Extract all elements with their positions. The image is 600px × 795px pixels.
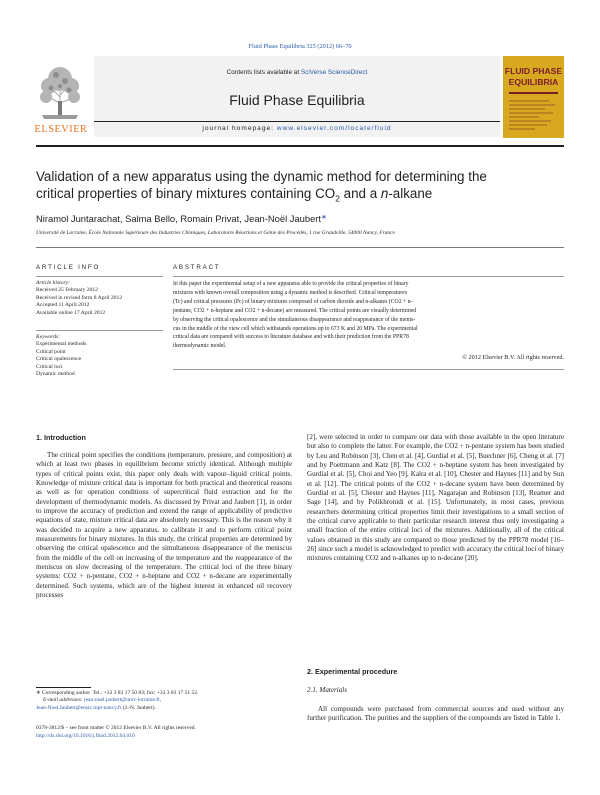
title-line-1: Validation of a new apparatus using the dynamic method for determining the bbox=[36, 169, 487, 184]
email-link-1[interactable]: jean-noel.jaubert@univ-lorraine.fr, bbox=[84, 697, 162, 704]
journal-reference[interactable]: Fluid Phase Equilibria 325 (2012) 66–70 bbox=[248, 43, 352, 50]
abstract-line: mixtures with known overall composition using a dynamic method is described. Critical temperatures bbox=[173, 289, 407, 296]
corresponding-author-note: ∗ Corresponding author. Tel.: +33 3 83 17 50 83; fax: +33 3 83 17 51 52. bbox=[36, 690, 199, 696]
history-accepted: Accepted 11 April 2012 bbox=[36, 302, 90, 309]
doi-link[interactable]: http://dx.doi.org/10.1016/j.fluid.2012.04.010 bbox=[36, 733, 135, 739]
history-received: Received 25 February 2012 bbox=[36, 287, 98, 294]
keywords-rule bbox=[36, 330, 163, 331]
footnote-corresponding bbox=[36, 690, 296, 712]
keywords bbox=[36, 334, 166, 378]
email-link-2[interactable]: Jean-Noel.Jaubert@ensic.inpl-nancy.fr bbox=[36, 704, 122, 711]
cover-divider bbox=[509, 92, 558, 94]
section-2-heading: 2. Experimental procedure bbox=[307, 667, 398, 676]
history-revised: Received in revised form 8 April 2012 bbox=[36, 294, 123, 301]
journal-homepage bbox=[94, 125, 500, 132]
article-info-rule bbox=[36, 276, 163, 277]
sciencedirect-link[interactable]: SciVerse ScienceDirect bbox=[300, 69, 368, 76]
section-1-heading: 1. Introduction bbox=[36, 433, 86, 442]
corresponding-author-mark[interactable]: ∗ bbox=[321, 214, 327, 221]
history-online: Available online 17 April 2012 bbox=[36, 309, 106, 316]
keyword-item: Dynamic method bbox=[36, 371, 75, 378]
keyword-item: Critical point bbox=[36, 348, 66, 355]
affiliation: Université de Lorraine, École Nationale Supérieure des Industries Chimiques, Laboratoire Réactions et Génie des Procédés, 1 rue Grandville, 54000 Nancy, France bbox=[36, 230, 395, 236]
email-label: E-mail addresses: bbox=[43, 697, 83, 704]
abstract-heading: ABSTRACT bbox=[173, 264, 221, 271]
abstract-line: thermodynamic model. bbox=[173, 343, 227, 350]
introduction-paragraph: The critical point specifies the conditions (temperature, pressure, and composition) at which at least two phases in equilibrium become strictly identical. Although multiple types of critical points exist, this paper only deals with vapour–liquid critical points. Knowledge of mixture critical data is important for both practical and theoretical reasons as well as for operation conditions of supercritical fluid extraction and for the development of thermodynamic models. As discussed by Privat and Jaubert [1], in order to improve the accuracy of prediction and extend the range of applicability of predictive equations of state, mixture critical data are absolutely necessary. This is the reason why it was decided to acquire a new apparatus, to calibrate it and to perform critical point measurements for binary mixtures. In this study, the critical properties are determined by observing the critical opalescence and the simultaneous disappearance of the meniscus from the middle of the cell on increasing of the temperature and the reappearance of the meniscus on slow decreasing of the temperature. The critical loci of the three binary systems: CO2 + n-pentane, CO2 + n-heptane and CO2 + n-decane are experimentally determined. Such systems, which are of the highest interest in enhanced oil recovery processes bbox=[36, 451, 292, 600]
header-rule bbox=[94, 121, 500, 122]
email-suffix: (J.-N. Jaubert). bbox=[122, 704, 156, 711]
abstract-line: (Tc) and critical pressures (Pc) of binary mixtures composed of carbon dioxide and n-alkanes (CO2 + n- bbox=[173, 298, 413, 305]
abstract-copyright: © 2012 Elsevier B.V. All rights reserved. bbox=[462, 354, 564, 361]
elsevier-tree-logo bbox=[36, 57, 85, 123]
keyword-item: Experimental methods bbox=[36, 341, 87, 348]
abstract-line: pentane, CO2 + n-heptane and CO2 + n-decane) are measured. The critical points are visually determined bbox=[173, 307, 417, 314]
cover-text-block bbox=[509, 98, 558, 134]
right-column-text bbox=[307, 433, 564, 564]
abstract-rule bbox=[173, 276, 564, 277]
article-title bbox=[36, 168, 576, 208]
contents-prefix: Contents lists available at bbox=[226, 69, 301, 76]
footnote-rule bbox=[36, 687, 91, 688]
homepage-prefix: journal homepage: bbox=[202, 125, 277, 132]
abstract-text bbox=[173, 280, 564, 351]
affiliation-rule bbox=[36, 247, 564, 248]
publisher-wordmark: ELSEVIER bbox=[34, 124, 88, 135]
title-line-2: critical properties of binary mixtures containing $CO_2$ and a n-alkane bbox=[36, 186, 433, 204]
issn-line: 0378-3812/$ – see front matter © 2012 Elsevier B.V. All rights reserved. bbox=[36, 725, 196, 731]
contents-availability bbox=[94, 69, 500, 76]
article-history bbox=[36, 280, 166, 317]
literature-paragraph: [2], were selected in order to compare our data with those available in the open literature but also to complete the latter. For example, the CO2 + n-pentane system has been studied by Leu and Robinson [3], Chen et al. [4], Gurdial et al. [5], Buechner [6], Cheng et al. [7] and by Poettmann and Katz [8]. The CO2 + n-heptane system has been investigated by Gurdial et al. [5], Choi and Yeo [9], Kalra et al. [10], Chester and Haynes [11] and by Sun et al. [12]. The critical points of the CO2 + n-decane system have been determined by Gurdial et al. [5], Chester and Haynes [11], Nagarajan and Robinson [13], Reamer and Sage [14], and by Polikhronidi et al. [15]. Unfortunately, in most cases, previous researchers determining critical properties limit their investigations to a small section of the critical curve applicable to their particular research interest thus only investigating a small fraction of the entire critical loci of the mixtures. Additionally, all of the critical values obtained in this study are compared to those predicted by the PPR78 model [16–26] since such a model is acknowledged to predict with accuracy the critical loci of binary mixtures containing CO2 and n-alkanes up to n-decane [20]. bbox=[307, 433, 564, 563]
abstract-line: cus in the middle of the view cell which withstands operations up to 673 K and 20 MPa. The experimental bbox=[173, 325, 418, 332]
abstract-line: critical data are compared with success to literature database and with their prediction from the PPR78 bbox=[173, 334, 409, 341]
cover-title-line2: EQUILIBRIA bbox=[508, 77, 559, 87]
homepage-link[interactable]: www.elsevier.com/locate/fluid bbox=[276, 125, 392, 132]
history-label: Article history: bbox=[36, 280, 71, 286]
abstract-line: by observing the critical opalescence and the simultaneous disappearance and reappearance of the menis- bbox=[173, 316, 416, 323]
journal-name: Fluid Phase Equilibria bbox=[229, 92, 365, 108]
abstract-line: In this paper the experimental setup of a new apparatus able to provide the critical properties of binary bbox=[173, 281, 409, 287]
introduction-text bbox=[36, 451, 292, 601]
subsection-materials-heading: 2.1. Materials bbox=[307, 686, 347, 694]
keyword-item: Critical loci bbox=[36, 363, 63, 370]
article-info-heading: ARTICLE INFO bbox=[36, 264, 101, 271]
materials-text bbox=[307, 705, 564, 724]
journal-cover bbox=[503, 56, 564, 138]
materials-paragraph: All compounds were purchased from commercial sources and used without any further purification. The purities and the suppliers of the compounds are listed in Table 1. bbox=[307, 705, 564, 723]
header-bottom-rule bbox=[36, 145, 564, 147]
keywords-label: Keywords: bbox=[36, 334, 61, 340]
cover-title-line1: FLUID PHASE bbox=[504, 66, 563, 76]
keyword-item: Critical opalescence bbox=[36, 356, 82, 363]
authors bbox=[36, 213, 327, 224]
author-list: Niramol Juntarachat, Salma Bello, Romain Privat, Jean-Noël Jaubert bbox=[36, 213, 322, 224]
abstract-bottom-rule bbox=[173, 369, 564, 370]
issn-doi bbox=[36, 724, 296, 740]
